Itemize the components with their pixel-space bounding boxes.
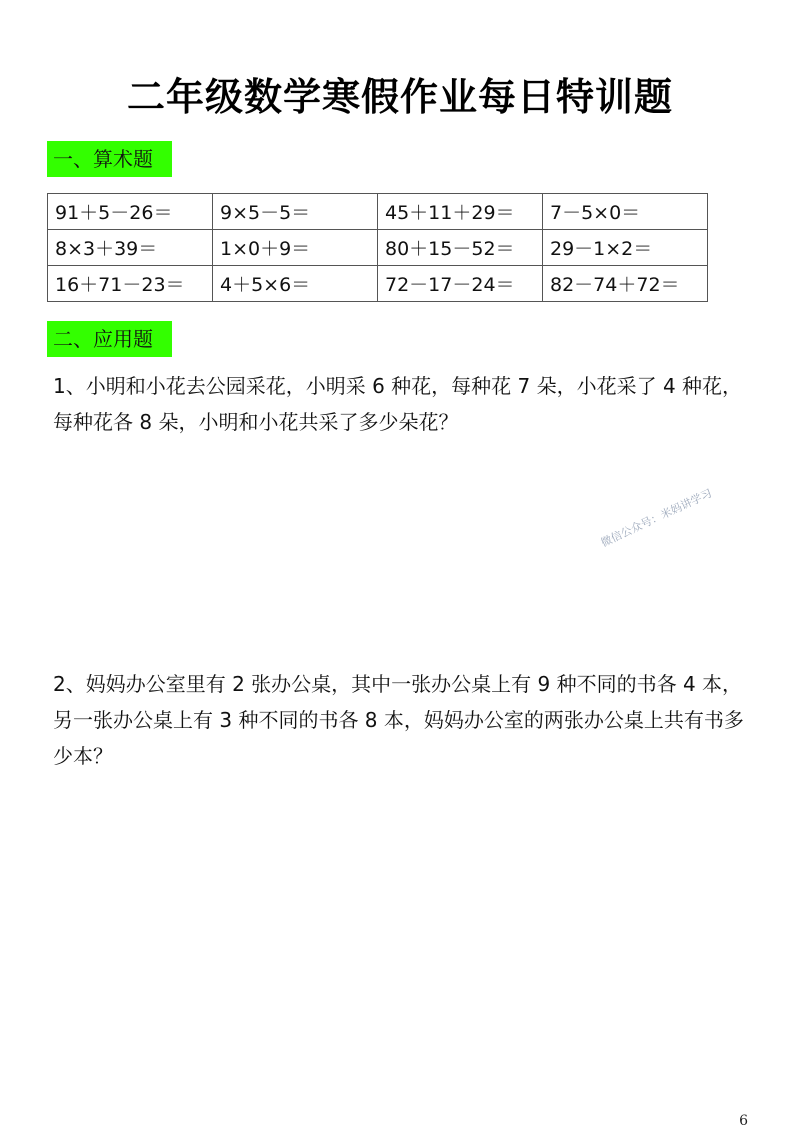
arithmetic-problem: 7－5×0＝ xyxy=(543,194,708,230)
watermark-text: 微信公众号：米妈讲学习 xyxy=(598,486,715,550)
word-problem-1: 1、小明和小花去公园采花，小明采 6 种花，每种花 7 朵，小花采了 4 种花，每种花各 8 朵，小明和小花共采了多少朵花？ xyxy=(53,374,743,434)
arithmetic-section-heading: 一、算术题 xyxy=(47,141,172,177)
arithmetic-table xyxy=(47,193,708,302)
table-row xyxy=(48,194,708,230)
arithmetic-problem: 91＋5－26＝ xyxy=(48,194,213,230)
arithmetic-problem: 80＋15－52＝ xyxy=(378,230,543,266)
arithmetic-problem: 16＋71－23＝ xyxy=(48,266,213,302)
worksheet-title: 二年级数学寒假作业每日特训题 xyxy=(126,75,673,119)
arithmetic-problem: 1×0＋9＝ xyxy=(213,230,378,266)
word-problem-section-heading: 二、应用题 xyxy=(47,321,172,357)
arithmetic-problem: 82－74＋72＝ xyxy=(543,266,708,302)
arithmetic-problem: 8×3＋39＝ xyxy=(48,230,213,266)
word-problem-2: 2、妈妈办公室里有 2 张办公桌，其中一张办公桌上有 9 种不同的书各 4 本，另一张办公桌上有 3 种不同的书各 8 本，妈妈办公室的两张办公桌上共有书多少本？ xyxy=(53,672,744,768)
arithmetic-problem: 4＋5×6＝ xyxy=(213,266,378,302)
arithmetic-problem: 72－17－24＝ xyxy=(378,266,543,302)
arithmetic-problem: 29－1×2＝ xyxy=(543,230,708,266)
page-number: 6 xyxy=(739,1113,748,1129)
arithmetic-problem: 9×5－5＝ xyxy=(213,194,378,230)
arithmetic-problem: 45＋11＋29＝ xyxy=(378,194,543,230)
table-row xyxy=(48,230,708,266)
table-row xyxy=(48,266,708,302)
